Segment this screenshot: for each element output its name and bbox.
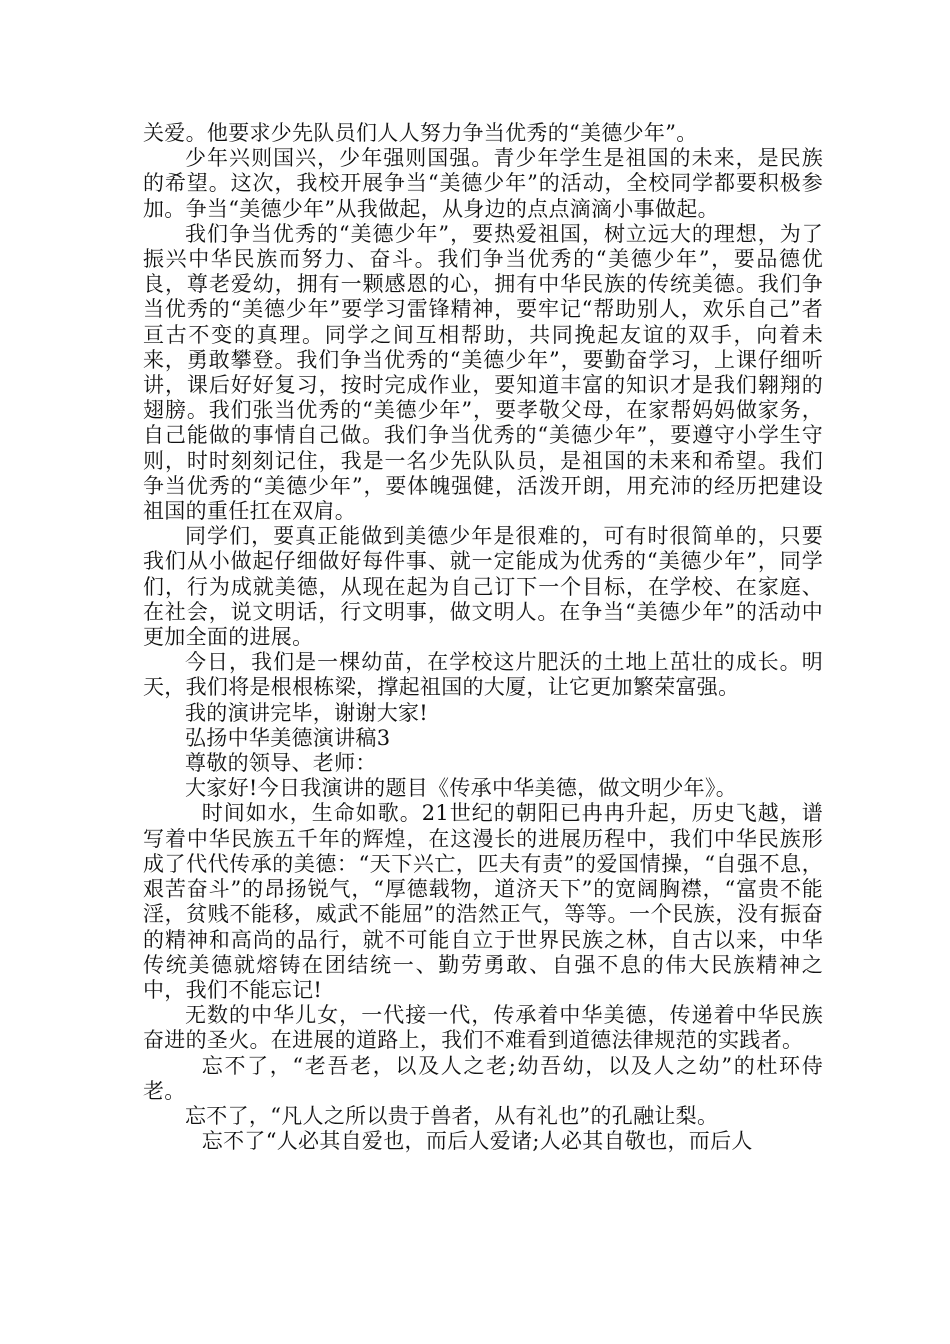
document-body <box>143 121 823 1154</box>
paragraph: 无数的中华儿女，一代接一代，传承着中华美德，传递着中华民族奋进的圣火。在进展的道路上，我们不难看到道德法律规范的实践者。 <box>143 1003 823 1053</box>
paragraph: 忘不了，“老吾老，以及人之老;幼吾幼，以及人之幼”的杜环侍老。 <box>143 1053 823 1103</box>
paragraph: 忘不了“人必其自爱也，而后人爱诸;人必其自敬也，而后人 <box>201 1129 753 1154</box>
section-title: 弘扬中华美德演讲稿3 <box>185 725 391 750</box>
salutation: 尊敬的领导、老师： <box>185 751 377 776</box>
paragraph: 同学们，要真正能做到美德少年是很难的，可有时很简单的，只要我们从小做起仔细做好每件事、就一定能成为优秀的“美德少年”，同学们，行为成就美德，从现在起为自己订下一个目标，在学校、在家庭、在社会，说文明话，行文明事，做文明人。在争当“美德少年”的活动中更加全面的进展。 <box>143 524 823 650</box>
paragraph: 少年兴则国兴，少年强则国强。青少年学生是祖国的未来，是民族的希望。这次，我校开展争当“美德少年”的活动，全校同学都要积极参加。争当“美德少年”从我做起，从身边的点点滴滴小事做起。 <box>143 146 823 221</box>
paragraph: 今日，我们是一棵幼苗，在学校这片肥沃的土地上茁壮的成长。明天，我们将是根根栋梁，撑起祖国的大厦，让它更加繁荣富强。 <box>143 650 823 700</box>
greeting: 大家好!今日我演讲的题目《传承中华美德，做文明少年》。 <box>185 776 738 801</box>
paragraph: 忘不了，“凡人之所以贵于兽者，从有礼也”的孔融让梨。 <box>185 1103 719 1128</box>
paragraph: 关爱。他要求少先队员们人人努力争当优秀的“美德少年”。 <box>143 121 698 145</box>
paragraph: 时间如水，生命如歌。21世纪的朝阳已冉冉升起，历史飞越，谱写着中华民族五千年的辉煌，在这漫长的进展历程中，我们中华民族形成了代代传承的美德：“天下兴亡，匹夫有责”的爱国情操，“自强不息，艰苦奋斗”的昂扬锐气，“厚德载物，道济天下”的宽阔胸襟，“富贵不能淫，贫贱不能移，威武不能屈”的浩然正气，等等。一个民族，没有振奋的精神和高尚的品行，就不可能自立于世界民族之林，自古以来，中华传统美德就熔铸在团结统一、勤劳勇敢、自强不息的伟大民族精神之中，我们不能忘记! <box>143 801 823 1002</box>
paragraph: 我们争当优秀的“美德少年”，要热爱祖国，树立远大的理想，为了振兴中华民族而努力、奋斗。我们争当优秀的“美德少年”，要品德优良，尊老爱幼，拥有一颗感恩的心，拥有中华民族的传统美德。我们争当优秀的“美德少年”要学习雷锋精神，要牢记“帮助别人，欢乐自己”者亘古不变的真理。同学之间互相帮助，共同挽起友谊的双手，向着未来，勇敢攀登。我们争当优秀的“美德少年”，要勤奋学习，上课仔细听讲，课后好好复习，按时完成作业，要知道丰富的知识才是我们翱翔的翅膀。我们张当优秀的“美德少年”，要孝敬父母，在家帮妈妈做家务，自己能做的事情自己做。我们争当优秀的“美德少年”，要遵守小学生守则，时时刻刻记住，我是一名少先队队员，是祖国的未来和希望。我们争当优秀的“美德少年”，要体魄强健，活泼开朗，用充沛的经历把建设祖国的重任扛在双肩。 <box>143 221 823 524</box>
closing-line: 我的演讲完毕，谢谢大家! <box>185 700 429 725</box>
